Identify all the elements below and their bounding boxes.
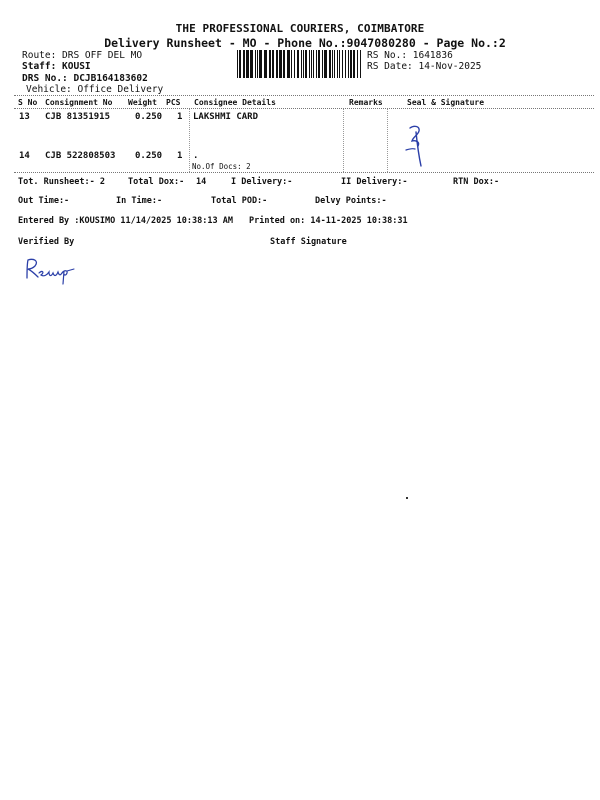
rtn-dox: RTN Dox:- — [453, 177, 500, 187]
handwritten-signature-mark — [400, 122, 434, 170]
i-delivery: I Delivery:- — [231, 177, 293, 187]
ii-delivery: II Delivery:- — [341, 177, 408, 187]
col-seal-signature: Seal & Signature — [407, 98, 485, 107]
delvy-points: Delvy Points:- — [315, 196, 387, 206]
table-header-rule — [14, 108, 594, 109]
col-pcs: PCS — [166, 98, 181, 107]
row-pcs: 1 — [177, 151, 183, 161]
rs-date: RS Date: 14-Nov-2025 — [367, 61, 482, 72]
drs-number: DRS No.: DCJB164183602 — [22, 73, 148, 84]
staff-signature-label: Staff Signature — [270, 237, 347, 247]
row-consignment: CJB 522808503 — [45, 151, 116, 161]
table-top-rule — [14, 95, 594, 96]
verified-by-signature — [22, 256, 78, 286]
total-pod: Total POD:- — [211, 196, 268, 206]
row-weight: 0.250 — [135, 112, 163, 122]
col-weight: Weight — [128, 98, 157, 107]
col-remarks: Remarks — [349, 98, 383, 107]
total-dox-value: 14 — [196, 177, 207, 187]
row-sno: 14 — [19, 151, 30, 161]
entered-by: Entered By :KOUSIMO 11/14/2025 10:38:13 AM — [18, 216, 233, 226]
signature-divider — [387, 109, 388, 172]
col-sno: S No — [18, 98, 38, 107]
runsheet-subtitle: Delivery Runsheet - MO - Phone No.:9047080280 - Page No.:2 — [104, 36, 506, 50]
row-weight: 0.250 — [135, 151, 163, 161]
out-time: Out Time:- — [18, 196, 70, 206]
col-consignee: Consignee Details — [194, 98, 276, 107]
in-time: In Time:- — [116, 196, 163, 206]
tot-runsheet: Tot. Runsheet:- 2 — [18, 177, 105, 187]
barcode-image — [236, 50, 363, 78]
route-label: Route: DRS OFF DEL MO — [22, 50, 143, 61]
col-consignment: Consignment No — [45, 98, 113, 107]
remarks-divider — [343, 109, 344, 172]
row-consignment: CJB 81351915 — [45, 112, 111, 122]
table-bottom-rule — [14, 172, 594, 173]
rs-number: RS No.: 1641836 — [367, 50, 453, 61]
row-consignee: . — [193, 151, 199, 161]
row-consignee: LAKSHMI CARD — [193, 112, 259, 122]
printed-on: Printed on: 14-11-2025 10:38:31 — [249, 216, 408, 226]
row-pcs: 1 — [177, 112, 183, 122]
vehicle-label: Vehicle: Office Delivery — [26, 84, 164, 95]
company-title: THE PROFESSIONAL COURIERS, COIMBATORE — [175, 22, 425, 35]
scan-speck — [406, 497, 408, 499]
total-dox-label: Total Dox:- — [128, 177, 185, 187]
row-sno: 13 — [19, 112, 30, 122]
consignee-divider — [189, 109, 190, 172]
staff-label: Staff: KOUSI — [22, 61, 91, 72]
row-doc-count: No.Of Docs: 2 — [192, 162, 251, 171]
verified-by-label: Verified By — [18, 237, 75, 247]
